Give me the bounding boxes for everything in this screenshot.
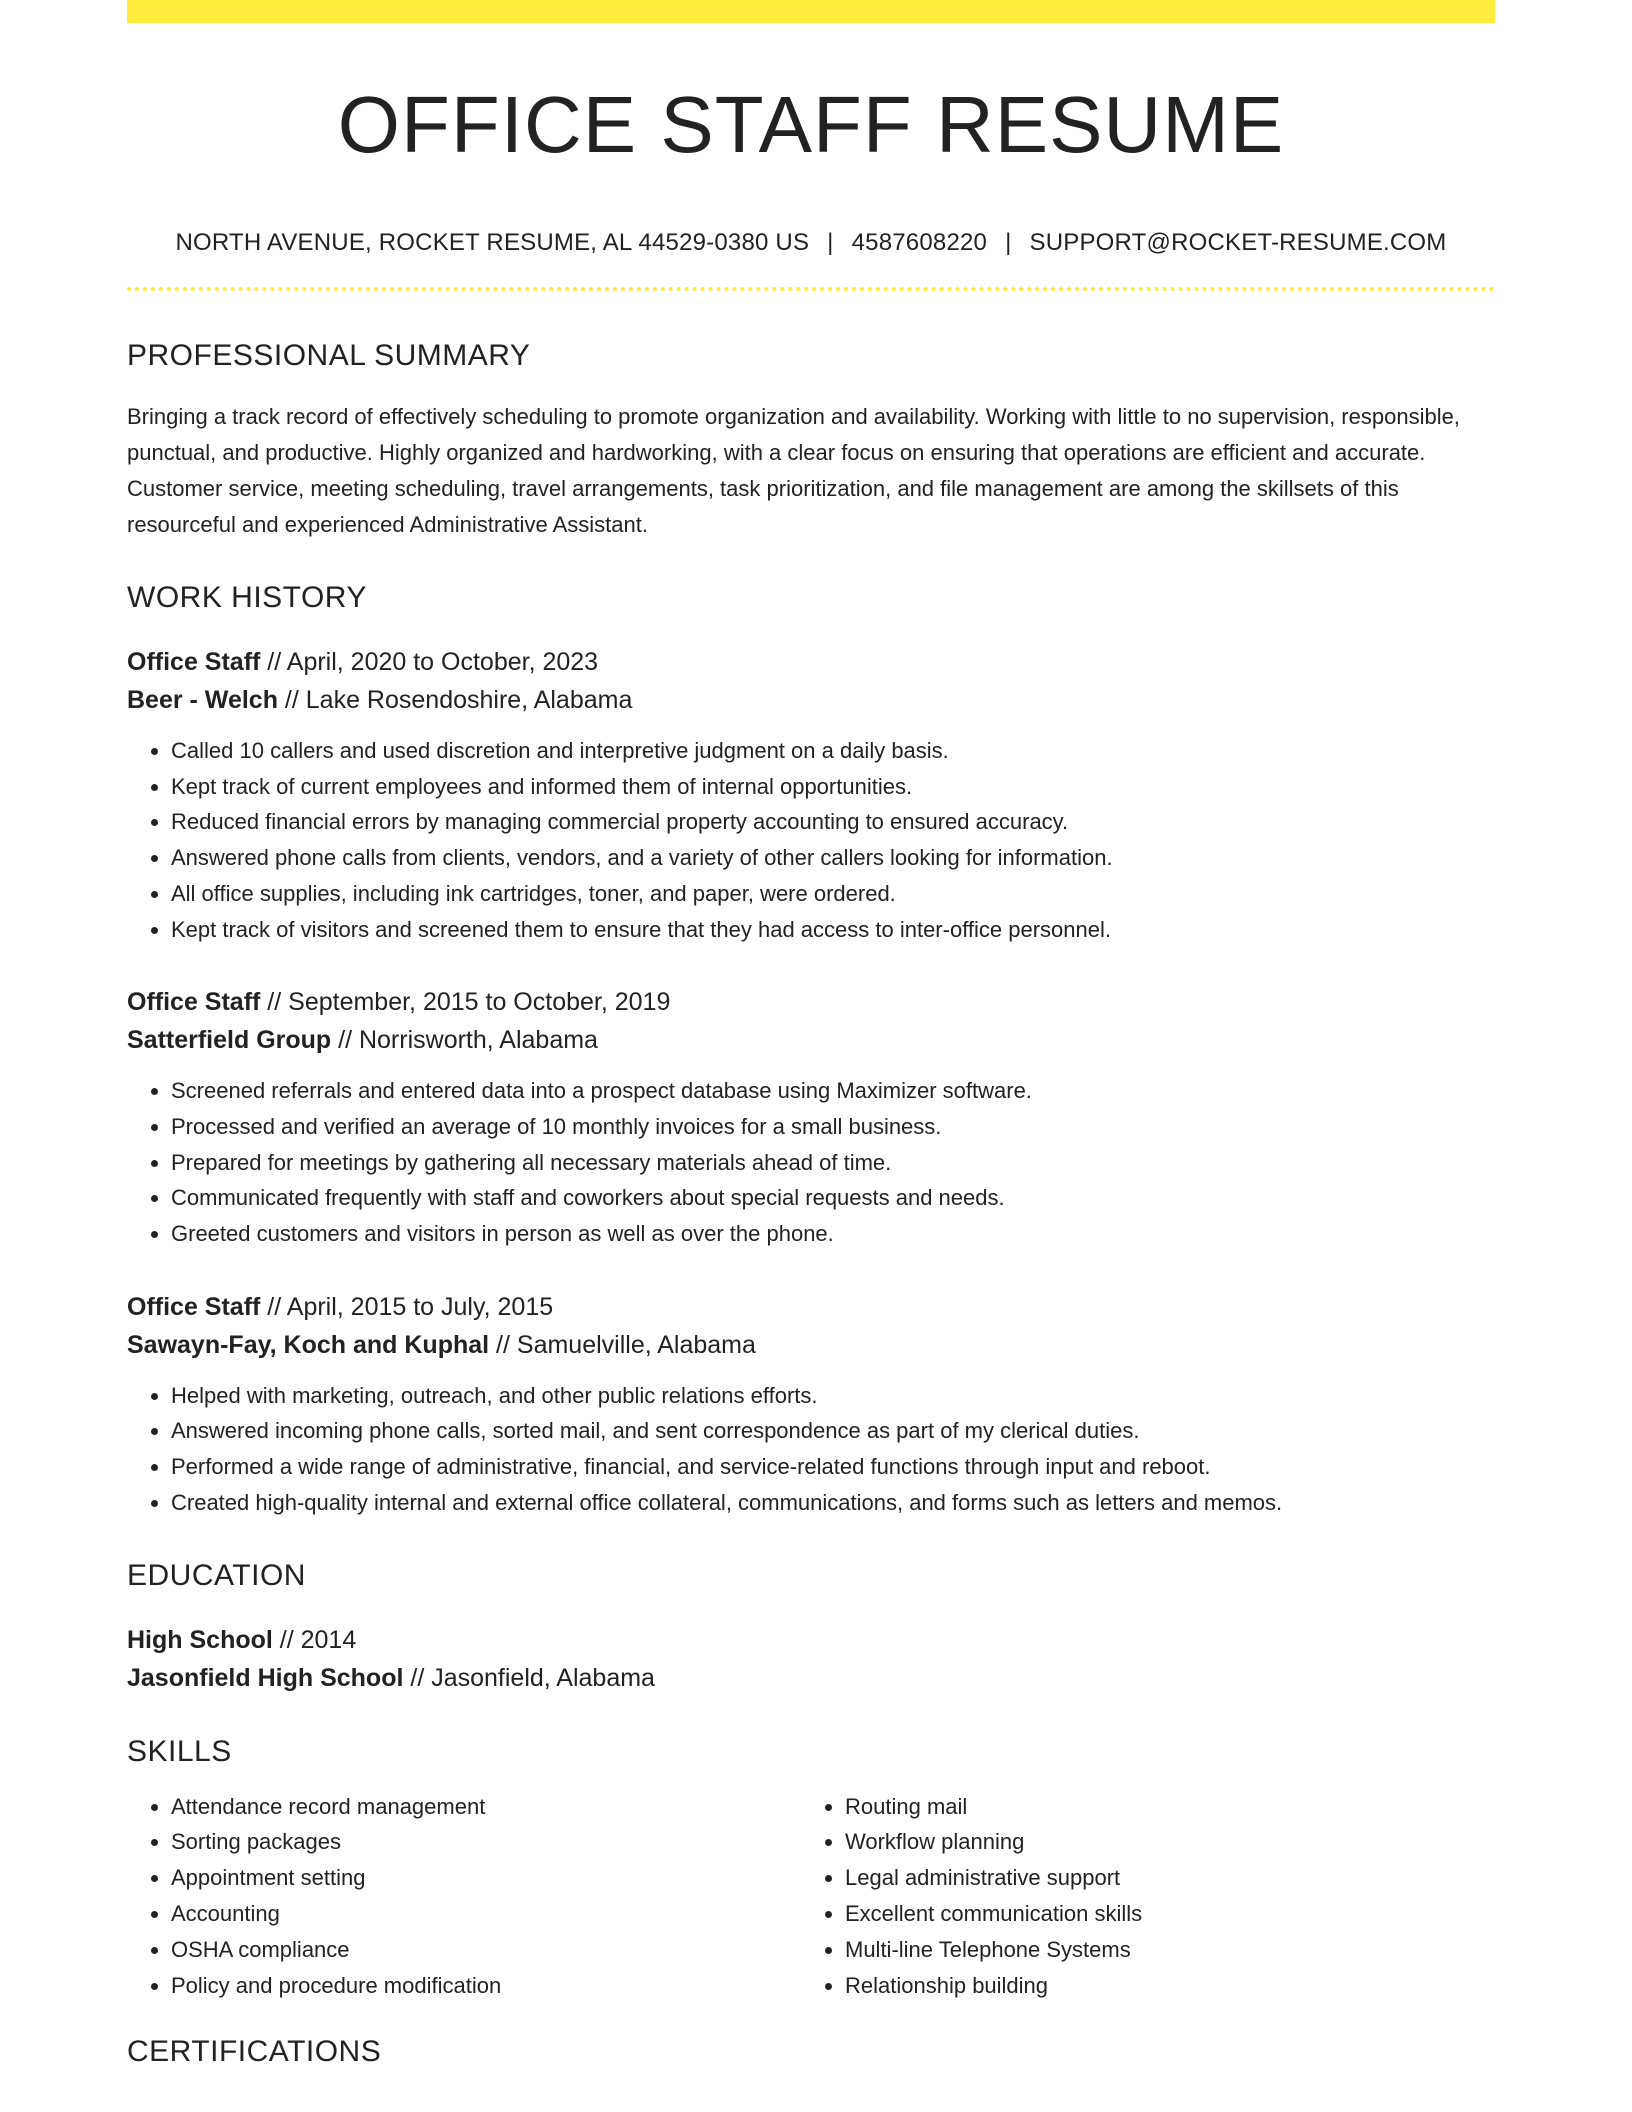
skills-left-column (127, 1789, 801, 2004)
job-company-line (127, 681, 1495, 719)
skills-right-column (801, 1789, 1475, 2004)
education-school: Jasonfield High School (127, 1663, 404, 1692)
education-location: // Jasonfield, Alabama (403, 1663, 655, 1692)
job-title-line (127, 643, 1495, 681)
job-dates: // April, 2015 to July, 2015 (260, 1292, 554, 1321)
job-company-line (127, 1021, 1495, 1059)
contact-phone: 4587608220 (851, 229, 988, 256)
list-item: • Answered incoming phone calls, sorted mail, and sent correspondence as part of my clerical duties. (171, 1413, 1495, 1449)
list-item: • Appointment setting (171, 1860, 801, 1896)
job-company: Beer - Welch (127, 686, 278, 714)
list-item: • Legal administrative support (845, 1860, 1475, 1896)
section-title-education: EDUCATION (127, 1558, 306, 1592)
section-title-skills: SKILLS (127, 1734, 232, 1768)
list-item: • Excellent communication skills (845, 1896, 1475, 1932)
list-item: • Policy and procedure modification (171, 1968, 801, 2004)
list-item: • Kept track of current employees and informed them of internal opportunities. (171, 769, 1495, 805)
job-company: Satterfield Group (127, 1026, 332, 1055)
job-location: // Samuelville, Alabama (489, 1330, 756, 1359)
job-dates: // April, 2020 to October, 2023 (260, 648, 599, 676)
job-company-line (127, 1326, 1495, 1364)
contact-separator: | (827, 229, 834, 256)
section-title-certifications: CERTIFICATIONS (127, 2035, 382, 2069)
job-bullets (127, 733, 1495, 947)
job-dates: // September, 2015 to October, 2019 (260, 988, 671, 1017)
job-location: // Lake Rosendoshire, Alabama (277, 686, 633, 714)
education-year: // 2014 (272, 1625, 357, 1654)
job-title: Office Staff (127, 1292, 261, 1321)
list-item: • Communicated frequently with staff and coworkers about special requests and needs. (171, 1180, 1495, 1216)
list-item: • Multi-line Telephone Systems (845, 1932, 1475, 1968)
skills-columns (127, 1789, 1495, 2004)
list-item: • Created high-quality internal and external office collateral, communications, and forms such as letters and memos. (171, 1485, 1495, 1521)
summary-text: Bringing a track record of effectively scheduling to promote organization and availability. Working with little to no supervision, responsible, punctual, and productive. Highly organized and hardworking, with a clear focus on ensuring that operations are efficient and accurate. Customer service, meeting scheduling, travel arrangements, task prioritization, and file management are among the skillsets of this resourceful and experienced Administrative Assistant. (127, 404, 1460, 537)
job-entry (127, 643, 1495, 947)
education-degree: High School (127, 1625, 273, 1654)
list-item: • Greeted customers and visitors in person as well as over the phone. (171, 1216, 1495, 1252)
job-title: Office Staff (127, 988, 261, 1017)
list-item: • Accounting (171, 1896, 801, 1932)
resume-title: OFFICE STAFF RESUME (337, 80, 1285, 169)
job-title-line (127, 1288, 1495, 1326)
list-item: • Relationship building (845, 1968, 1475, 2004)
contact-email: SUPPORT@ROCKET-RESUME.COM (1029, 229, 1447, 256)
list-item: • Routing mail (845, 1789, 1475, 1825)
contact-line (127, 231, 1495, 255)
job-location: // Norrisworth, Alabama (331, 1026, 598, 1055)
job-entry (127, 983, 1495, 1252)
contact-address: NORTH AVENUE, ROCKET RESUME, AL 44529-0380 US (175, 229, 810, 256)
list-item: • Called 10 callers and used discretion and interpretive judgment on a daily basis. (171, 733, 1495, 769)
resume-page (127, 0, 1495, 2067)
job-bullets (127, 1378, 1495, 1521)
list-item: • Sorting packages (171, 1824, 801, 1860)
education-school-line (127, 1659, 1495, 1697)
list-item: • Attendance record management (171, 1789, 801, 1825)
education-entry (127, 1621, 1495, 1697)
list-item: • Performed a wide range of administrative, financial, and service-related functions through input and reboot. (171, 1449, 1495, 1485)
job-title: Office Staff (127, 648, 261, 676)
list-item: • Reduced financial errors by managing commercial property accounting to ensured accuracy. (171, 804, 1495, 840)
list-item: • Workflow planning (845, 1824, 1475, 1860)
education-degree-line (127, 1621, 1495, 1659)
list-item: • Kept track of visitors and screened them to ensure that they had access to inter-office personnel. (171, 912, 1495, 948)
job-bullets (127, 1073, 1495, 1252)
work-history-list (127, 643, 1495, 1521)
list-item: • Answered phone calls from clients, vendors, and a variety of other callers looking for information. (171, 840, 1495, 876)
job-entry (127, 1288, 1495, 1521)
section-title-summary: PROFESSIONAL SUMMARY (127, 339, 531, 372)
job-title-line (127, 983, 1495, 1021)
list-item: • All office supplies, including ink cartridges, toner, and paper, were ordered. (171, 876, 1495, 912)
contact-separator: | (1005, 229, 1012, 256)
list-item: • Screened referrals and entered data into a prospect database using Maximizer software. (171, 1073, 1495, 1109)
list-item: • Processed and verified an average of 10 monthly invoices for a small business. (171, 1109, 1495, 1145)
section-title-work-history: WORK HISTORY (127, 581, 367, 614)
dotted-divider (127, 287, 1495, 291)
list-item: • Helped with marketing, outreach, and other public relations efforts. (171, 1378, 1495, 1414)
job-company: Sawayn-Fay, Koch and Kuphal (127, 1330, 490, 1359)
list-item: • OSHA compliance (171, 1932, 801, 1968)
accent-top-bar (127, 0, 1495, 23)
list-item: • Prepared for meetings by gathering all necessary materials ahead of time. (171, 1145, 1495, 1181)
